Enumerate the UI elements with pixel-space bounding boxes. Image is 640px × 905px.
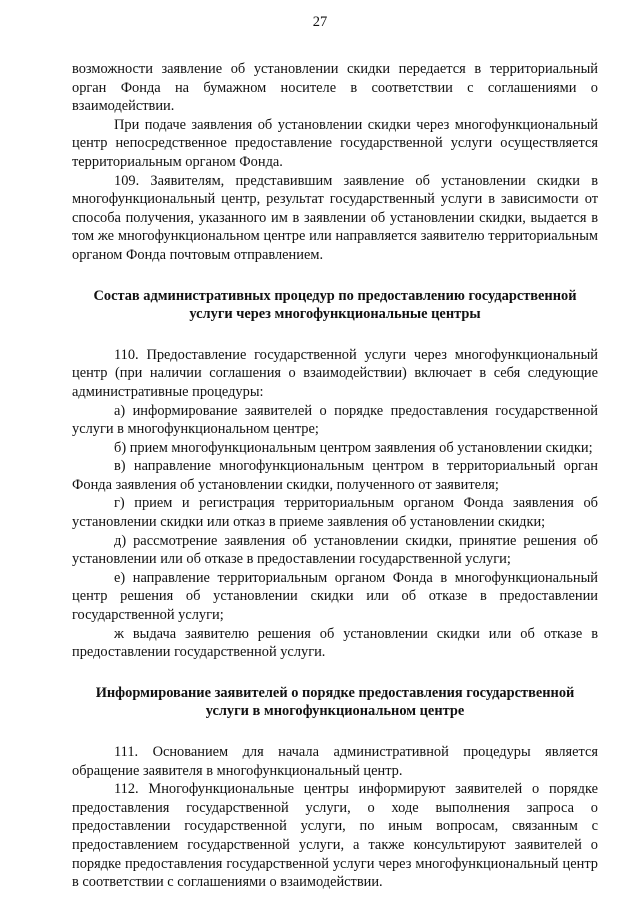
paragraph-110: 110. Предоставление государственной услуги через многофункциональный центр (при наличии соглашения о взаимодействии) включает в себя следующие административные процедуры: xyxy=(72,346,598,400)
list-item-a: а) информирование заявителей о порядке предоставления государственной услуги в многофункциональном центре; xyxy=(72,402,598,438)
page-number: 27 xyxy=(312,14,328,30)
list-item-g: г) прием и регистрация территориальным органом Фонда заявления об установлении скидки или отказ в приеме заявления об установлении скидки; xyxy=(72,495,598,531)
list-item-d: д) рассмотрение заявления об установлении скидки, принятие решения об установлении или об отказе в предоставлении государственной услуги; xyxy=(72,532,598,568)
list-item-v: в) направление многофункциональным центром в территориальный орган Фонда заявления об установлении скидки, полученного от заявителя; xyxy=(72,458,598,493)
paragraph-111: 111. Основанием для начала административной процедуры является обращение заявителя в многофункциональный центр. xyxy=(72,744,598,779)
list-item-zh: ж выдача заявителю решения об установлении скидки или об отказе в предоставлении государственной услуги. xyxy=(72,625,598,661)
list-item-e: е) направление территориальным органом Фонда в многофункциональный центр решения об установлении скидки или об отказе в предоставлении государственной услуги; xyxy=(72,569,598,624)
paragraph-continuation: возможности заявление об установлении скидки передается в территориальный орган Фонда на бумажном носителе в соответствии с соглашениями о взаимодействии. xyxy=(72,61,598,115)
page-content xyxy=(72,60,598,892)
section-heading-informing: Информирование заявителей о порядке предоставления государственной услуги в многофункциональном центре xyxy=(95,684,575,720)
section-heading-procedures: Состав административных процедур по предоставлению государственной услуги через многофункциональные центры xyxy=(93,287,577,323)
paragraph-112: 112. Многофункциональные центры информируют заявителей о порядке предоставления государственной услуги, о ходе выполнения запроса о предоставлении государственной услуги, по иным вопросам, связанным с предоставлением государственной услуги, а также консультируют заявителей о порядке предоставления государственной услуги через многофункциональный центр в соответствии с соглашениями о взаимодействии. xyxy=(72,781,598,891)
list-item-b: б) прием многофункциональным центром заявления об установлении скидки; xyxy=(114,439,593,456)
paragraph-mfc-submission: При подаче заявления об установлении скидки через многофункциональный центр непосредственное предоставление государственной услуги осуществляется территориальным органом Фонда. xyxy=(72,116,598,170)
paragraph-109: 109. Заявителям, представившим заявление об установлении скидки в многофункциональный центр, результат государственный услуги в зависимости от способа получения, указанного им в заявлении об установлении скидки, выдается в том же многофункциональном центре или направляется заявителю территориальным органом Фонда почтовым отправлением. xyxy=(72,172,598,263)
